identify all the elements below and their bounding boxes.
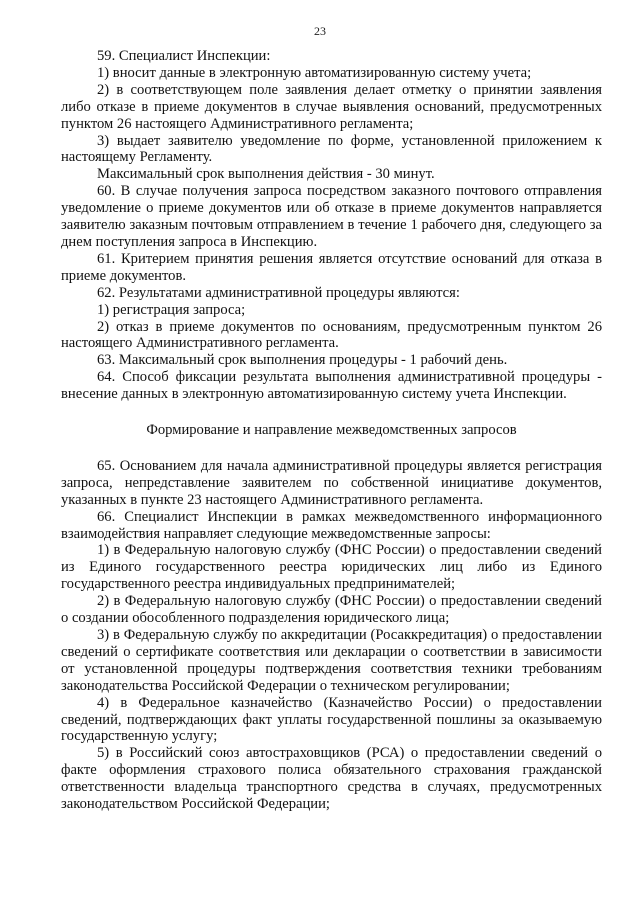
spacer xyxy=(61,403,602,422)
paragraph-max-time: Максимальный срок выполнения действия - 30 минут. xyxy=(97,166,435,183)
paragraph-64: 64. Способ фиксации результата выполнения административной процедуры - внесение данных в электронную автоматизированную систему учета Инспекции. xyxy=(61,369,602,403)
paragraph-66-item-4: 4) в Федеральное казначейство (Казначейство России) о предоставлении сведений, подтверждающих факт уплаты государственной пошлины за оказываемую государственную услугу; xyxy=(61,694,602,745)
paragraph-59: 59. Специалист Инспекции: xyxy=(97,48,271,64)
paragraph-60: 60. В случае получения запроса посредством заказного почтового отправления уведомление о приеме документов или об отказе в приеме документов направляется заявителю заказным почтовым отправлением в течение 1 рабочего дня, следующего за днем поступления запроса в Инспекцию. xyxy=(61,183,602,250)
paragraph-62-item-1: 1) регистрация запроса; xyxy=(97,301,246,318)
paragraph-66-item-2: 2) в Федеральную налоговую службу (ФНС России) о предоставлении сведений о создании обособленного подразделения юридического лица; xyxy=(61,593,602,627)
page-number: 23 xyxy=(314,24,326,38)
paragraph-59-item-1: 1) вносит данные в электронную автоматизированную систему учета; xyxy=(97,64,532,81)
paragraph-65: 65. Основанием для начала административной процедуры является регистрация запроса, непредставление заявителем по собственной инициативе документов, указанных в пункте 23 настоящего Административного регламента. xyxy=(61,457,602,508)
paragraph-63: 63. Максимальный срок выполнения процедуры - 1 рабочий день. xyxy=(97,352,508,369)
paragraph-62: 62. Результатами административной процедуры являются: xyxy=(97,284,460,301)
section-heading: Формирование и направление межведомственных запросов xyxy=(146,422,517,439)
spacer xyxy=(61,439,602,458)
paragraph-59-item-3: 3) выдает заявителю уведомление по форме, установленной приложением к настоящему Регламенту. xyxy=(61,132,602,166)
paragraph-66-item-1: 1) в Федеральную налоговую службу (ФНС России) о предоставлении сведений из Единого государственного реестра юридических лиц либо из Единого государственного реестра индивидуальных предпринимателей; xyxy=(61,542,602,593)
paragraph-66-item-3: 3) в Федеральную службу по аккредитации (Росаккредитация) о предоставлении сведений о сертификате соответствия или декларации о соответствии в зависимости от установленной процедуры подтверждения соответствия техники требованиям законодательства Российской Федерации о техническом регулировании; xyxy=(61,627,602,694)
paragraph-59-item-2: 2) в соответствующем поле заявления делает отметку о принятии заявления либо отказе в приеме документов в случае выявления оснований, предусмотренных пунктом 26 настоящего Административного регламента; xyxy=(61,81,602,132)
paragraph-66: 66. Специалист Инспекции в рамках межведомственного информационного взаимодействия направляет следующие межведомственные запросы: xyxy=(61,508,602,542)
paragraph-62-item-2: 2) отказ в приеме документов по основаниям, предусмотренным пунктом 26 настоящего Административного регламента. xyxy=(61,318,602,352)
paragraph-61: 61. Критерием принятия решения является отсутствие оснований для отказа в приеме документов. xyxy=(61,250,602,284)
document-body xyxy=(61,48,602,813)
paragraph-66-item-5: 5) в Российский союз автостраховщиков (РСА) о предоставлении сведений о факте оформления страхового полиса обязательного страхования гражданской ответственности владельца транспортного средства в случаях, предусмотренных законодательством Российской Федерации; xyxy=(61,745,602,813)
